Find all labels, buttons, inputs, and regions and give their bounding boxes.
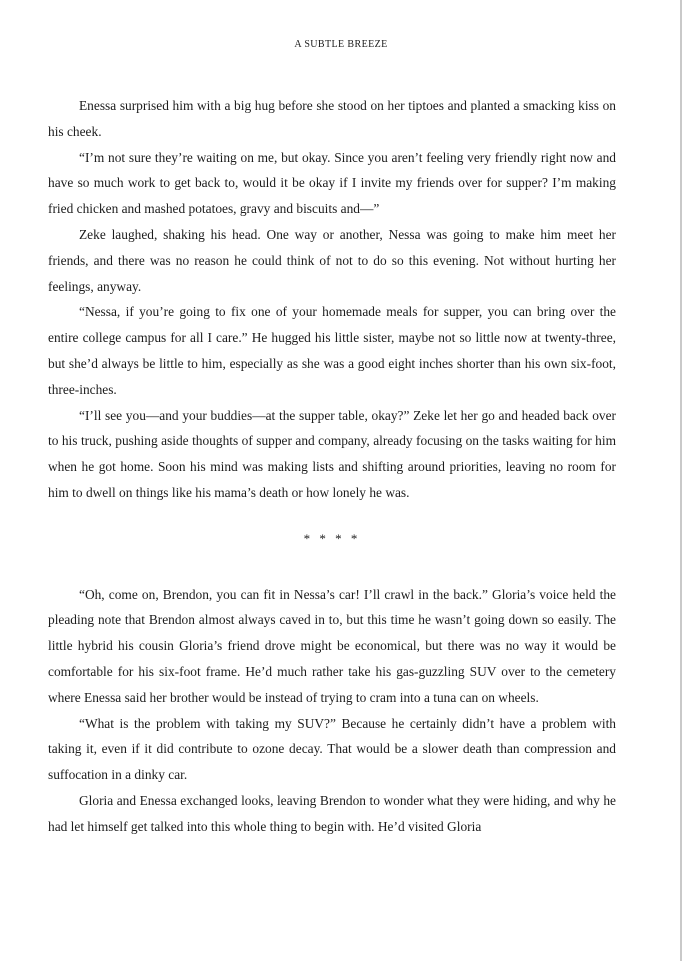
body-text xyxy=(48,93,616,840)
paragraph: “I’m not sure they’re waiting on me, but okay. Since you aren’t feeling very friendly right now and have so much work to get back to, would it be okay if I invite my friends over for supper? I’m making fried chicken and mashed potatoes, gravy and biscuits and—” xyxy=(48,149,616,217)
paragraph: Enessa surprised him with a big hug before she stood on her tiptoes and planted a smacking kiss on his cheek. xyxy=(48,98,616,139)
paragraph: “I’ll see you—and your buddies—at the supper table, okay?” Zeke let her go and headed back over to his truck, pushing aside thoughts of supper and company, already focusing on the tasks waiting for him when he got home. Soon his mind was making lists and shifting around priorities, leaving no room for him to dwell on things like his mama’s death or how lonely he was. xyxy=(48,407,616,500)
running-header: A SUBTLE BREEZE xyxy=(294,39,388,50)
paragraph: “Oh, come on, Brendon, you can fit in Nessa’s car! I’ll crawl in the back.” Gloria’s voice held the pleading note that Brendon almost always caved in to, but this time he wasn’t going down so easily. The little hybrid his cousin Gloria’s friend drove might be economical, but there was no way it would be comfortable for his six-foot frame. He’d much rather take his gas-guzzling SUV over to the cemetery where Enessa said her brother would be instead of trying to cram into a tuna can on wheels. xyxy=(48,586,616,705)
paragraph: “Nessa, if you’re going to fix one of your homemade meals for supper, you can bring over the entire college campus for all I care.” He hugged his little sister, maybe not so little now at twenty-three, but she’d always be little to him, especially as she was a good eight inches shorter than his own six-foot, three-inches. xyxy=(48,304,616,397)
scene-break: * * * * xyxy=(303,530,361,546)
paragraph: Zeke laughed, shaking his head. One way or another, Nessa was going to make him meet her friends, and there was no reason he could think of not to do so this evening. Not without hurting her feelings, anyway. xyxy=(48,226,616,294)
paragraph: “What is the problem with taking my SUV?” Because he certainly didn’t have a problem with taking it, even if it did contribute to ozone decay. That would be a slower death than compression and suffocation in a dinky car. xyxy=(48,715,616,783)
paragraph: Gloria and Enessa exchanged looks, leaving Brendon to wonder what they were hiding, and why he had let himself get talked into this whole thing to begin with. He’d visited Gloria xyxy=(48,792,616,834)
